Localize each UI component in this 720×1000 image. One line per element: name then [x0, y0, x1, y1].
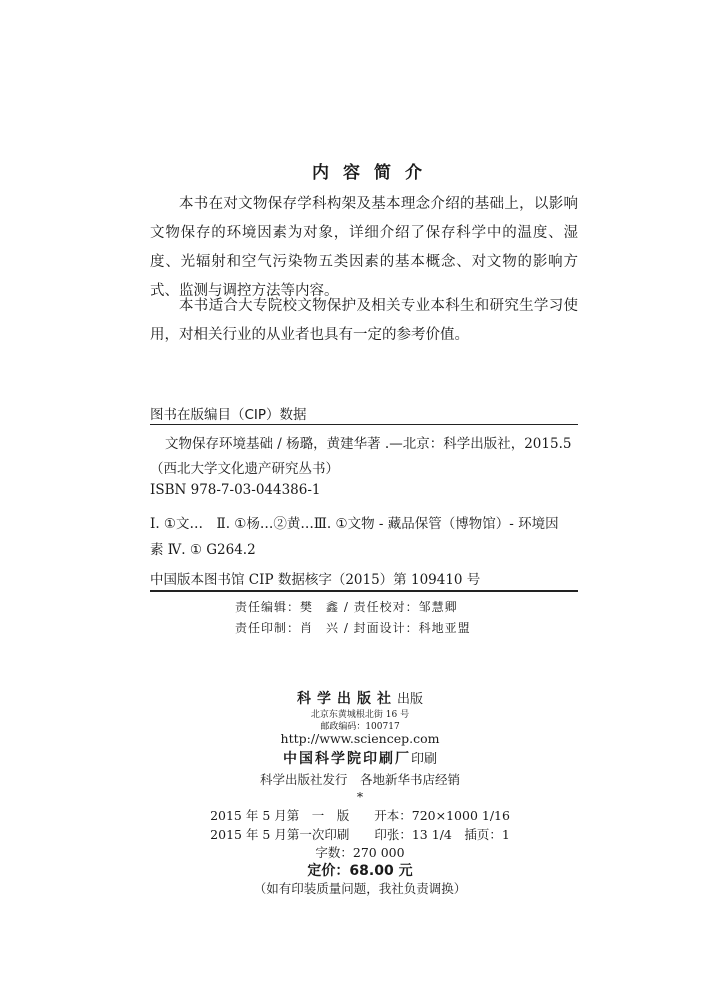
cip-bibliographic-line: 文物保存环境基础 / 杨璐，黄建华著 .—北京：科学出版社，2015.5 [165, 436, 572, 452]
printer-name: 中国科学院印刷厂 [282, 751, 411, 767]
printer-suffix: 印刷 [410, 752, 437, 767]
distribution-line: 科学出版社发行 各地新华书店经销 [259, 772, 460, 787]
summary-title: 内容简介 [312, 163, 436, 183]
summary-paragraph-1: 本书在对文物保存学科构架及基本理念介绍的基础上，以影响文物保存的环境因素为对象，详细介绍了保存科学中的温度、湿度、光辐射和空气污染物五类因素的基本概念、对文物的影响方式、监测与调控方法等内容。 [150, 196, 578, 299]
quality-notice: （如有印装质量问题，我社负责调换） [253, 881, 467, 896]
price: 定价：68.00 元 [307, 863, 413, 879]
publisher-url: http://www.sciencep.com [280, 731, 440, 746]
printer-line [0, 748, 720, 768]
cip-classification-line-2: 素 Ⅳ. ① G264.2 [150, 542, 256, 558]
cip-top-divider [150, 424, 578, 425]
word-count: 字数：270 000 [315, 845, 405, 860]
editors-line-1: 责任编辑：樊 鑫 / 责任校对：邹慧卿 [235, 600, 458, 614]
cip-series-line: （西北大学文化遗产研究丛书） [150, 461, 339, 477]
summary-paragraph-2: 本书适合大专院校文物保护及相关专业本科生和研究生学习使用，对相关行业的从业者也具有一定的参考价值。 [150, 298, 578, 343]
publisher-name: 科学出版社 [296, 691, 397, 707]
cip-record-number: 中国版本图书馆 CIP 数据核字（2015）第 109410 号 [150, 572, 481, 588]
publisher-suffix: 出版 [396, 692, 423, 707]
editors-line-2: 责任印制：肖 兴 / 封面设计：科地亚盟 [235, 621, 471, 635]
printing-info: 2015 年 5 月第一次印刷 印张：13 1/4 插页：1 [210, 827, 510, 842]
publisher-address: 北京东黄城根北街 16 号 [310, 710, 410, 720]
separator-star: * [356, 789, 364, 804]
edition-info: 2015 年 5 月第 一 版 开本：720×1000 1/16 [210, 808, 510, 823]
cip-isbn: ISBN 978-7-03-044386-1 [150, 482, 321, 498]
publisher-line [0, 688, 720, 708]
cip-classification-line-1: Ⅰ. ①文… Ⅱ. ①杨…②黄…Ⅲ. ①文物 - 藏品保管（博物馆）- 环境因 [150, 516, 559, 532]
cip-heading: 图书在版编目（CIP）数据 [150, 407, 307, 423]
cip-bottom-divider [150, 590, 578, 592]
publisher-postcode: 邮政编码：100717 [320, 722, 400, 732]
